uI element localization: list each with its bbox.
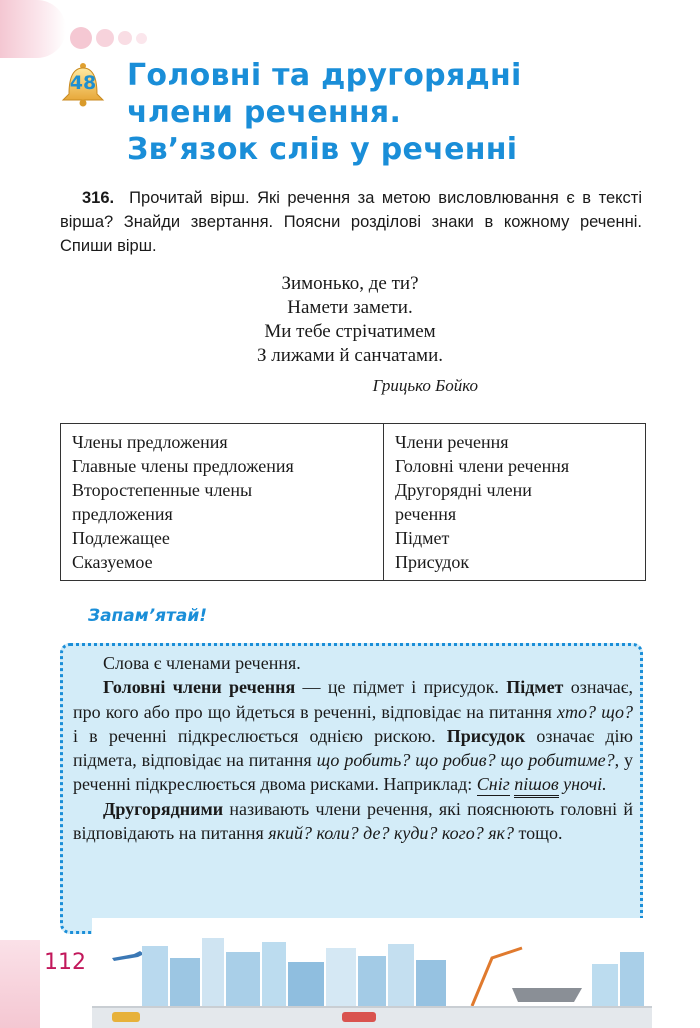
example-predicate: пішов: [514, 774, 558, 798]
exercise-text: Прочитай вірш. Які речення за метою висловлювання є в тексті вірша? Знайди звертання. Поясни розділові знаки в кожному реченні. Спиши вірш.: [60, 189, 642, 255]
term: Члени речення: [395, 432, 509, 452]
vocabulary-table: [60, 423, 646, 581]
poem-line: Намети замети.: [287, 297, 413, 318]
term: Второстепенные члены: [72, 480, 253, 500]
example-subject: Сніг: [476, 774, 510, 795]
rule-fragment: тощо.: [513, 823, 563, 844]
decor-dot: [96, 29, 114, 47]
russian-terms: [61, 424, 384, 581]
question-italic: хто? що?: [557, 701, 633, 722]
poem-author: Грицько Бойко: [372, 376, 478, 395]
lesson-title: [127, 57, 667, 168]
decor-dot: [136, 33, 147, 44]
term: Члены предложения: [72, 432, 228, 452]
building: [262, 942, 286, 1006]
term-bold: Присудок: [446, 725, 526, 746]
rule-fragment: називають члени речення, які пояснюють головні й відповідають на питання: [73, 798, 633, 844]
term-bold: Головні члени речення: [103, 677, 296, 698]
poem-line: Зимонько, де ти?: [281, 273, 419, 294]
rule-fragment: означає дію підмета, відповідає на питання: [73, 725, 633, 771]
rule-paragraph: Слова є членами речення.: [103, 653, 301, 673]
building: [358, 956, 386, 1006]
corner-decoration: [0, 0, 66, 58]
rule-paragraph: [73, 675, 633, 796]
poem-line: Ми тебе стрічатимем: [264, 321, 436, 342]
question-italic: що робить? що робив? що робитиме?: [316, 750, 615, 771]
example-rest: уночі.: [563, 774, 607, 795]
poem: [200, 272, 500, 368]
remember-heading: Запам’ятай!: [88, 606, 208, 626]
building: [170, 958, 200, 1006]
ukrainian-terms: [384, 424, 646, 581]
building: [592, 964, 618, 1006]
city-illustration: [92, 918, 652, 1028]
building: [416, 960, 446, 1006]
term: Присудок: [395, 552, 470, 572]
term: Головні члени речення: [395, 456, 570, 476]
building: [288, 962, 324, 1006]
building: [388, 944, 414, 1006]
decor-dot: [118, 31, 132, 45]
exercise-task: [60, 186, 642, 258]
rule-fragment: означає, про кого або про що йдеться в реченні, відповідає на питання: [73, 677, 634, 722]
ship-icon: [512, 988, 582, 1002]
term: речення: [395, 504, 457, 524]
building: [226, 952, 260, 1006]
building: [202, 938, 224, 1006]
bottom-corner-decoration: [0, 940, 40, 1028]
car-icon: [112, 1012, 140, 1022]
term: Главные члены предложения: [72, 456, 294, 476]
title-line: Зв’язок слів у реченні: [127, 132, 518, 167]
term: Другорядні члени: [395, 480, 532, 500]
rule-paragraph: [73, 797, 633, 846]
exercise-number: 316.: [82, 189, 115, 207]
term: Сказуемое: [72, 552, 153, 572]
title-line: Головні та другорядні: [127, 58, 522, 93]
building: [620, 952, 644, 1006]
rule-fragment: , у реченні підкреслюється двома рисками. Наприклад:: [73, 750, 633, 795]
lesson-bell-badge: [57, 62, 109, 108]
term: Підмет: [395, 528, 450, 548]
building: [142, 946, 168, 1006]
rule-fragment: — це підмет і присудок.: [295, 677, 507, 698]
building: [326, 948, 356, 1006]
term-bold: Підмет: [506, 677, 564, 698]
poem-line: З лижами й санчатами.: [256, 345, 443, 366]
term-bold: Другорядними: [103, 798, 224, 819]
decor-dot: [70, 27, 92, 49]
rule-fragment: і в реченні підкреслюється однією рискою.: [73, 725, 447, 746]
question-italic: який? коли? де? куди? кого? як?: [268, 823, 514, 844]
page-number: 112: [44, 950, 86, 975]
title-line: члени речення.: [127, 95, 402, 130]
term: предложения: [72, 504, 173, 524]
rule-text: [73, 651, 633, 845]
lesson-number: 48: [69, 72, 97, 94]
term: Подлежащее: [72, 528, 170, 548]
car-icon: [342, 1012, 376, 1022]
